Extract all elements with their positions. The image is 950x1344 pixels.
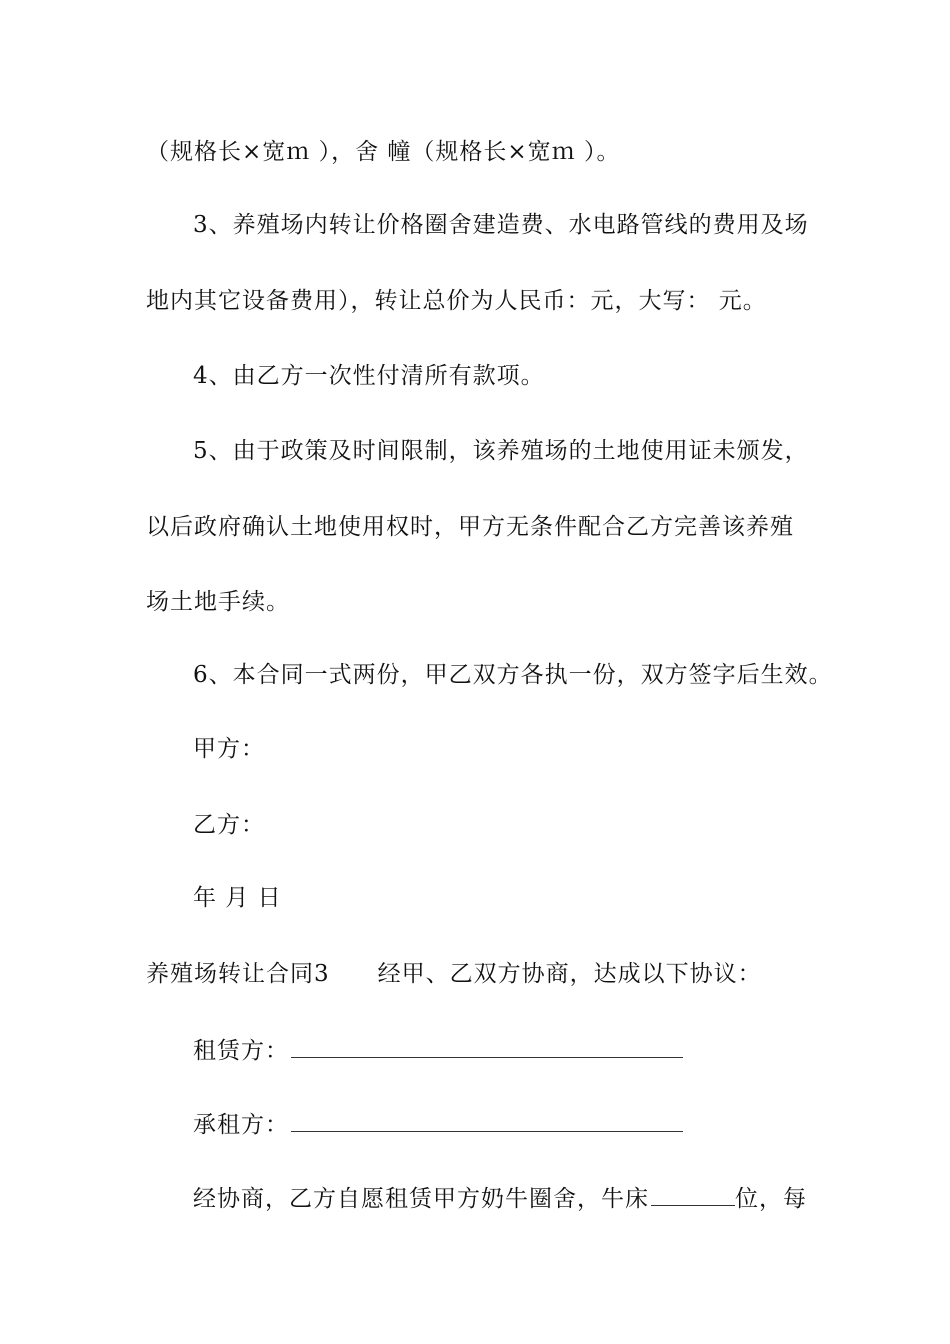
lessor-blank [291,1035,683,1058]
text-line-3: 地内其它设备费用），转让总价为人民币：元，大写： 元。 [146,288,767,314]
cow-bed-blank [651,1183,735,1206]
text-line-2: 3、养殖场内转让价格圈舍建造费、水电路管线的费用及场 [193,212,809,238]
date-line: 年 月 日 [193,885,282,911]
lessee-blank [291,1109,683,1132]
lessor-line [193,1035,683,1066]
text-line-1: （规格长×宽ｍ ），舍 幢（规格长×宽ｍ ）。 [146,139,621,165]
lessee-label: 承租方： [193,1112,289,1138]
text-line-5: 5、由于政策及时间限制，该养殖场的土地使用证未颁发， [193,438,809,464]
lessor-label: 租赁方： [193,1038,289,1064]
lessee-line [193,1109,683,1140]
section-heading: 养殖场转让合同3 经甲、乙双方协商，达成以下协议： [146,961,762,987]
text-line-7: 场土地手续。 [146,589,290,615]
text-line-6: 以后政府确认土地使用权时，甲方无条件配合乙方完善该养殖 [146,514,794,540]
text-line-last [193,1183,807,1214]
text-line-8: 6、本合同一式两份，甲乙双方各执一份，双方签字后生效。 [193,662,833,688]
text-line-4: 4、由乙方一次性付清所有款项。 [193,363,545,389]
lease-text: 经协商，乙方自愿租赁甲方奶牛圈舍，牛床 [193,1186,649,1212]
party-a-label: 甲方： [193,736,265,762]
lease-text-end: 位，每 [735,1186,807,1212]
party-b-label: 乙方： [193,812,265,838]
